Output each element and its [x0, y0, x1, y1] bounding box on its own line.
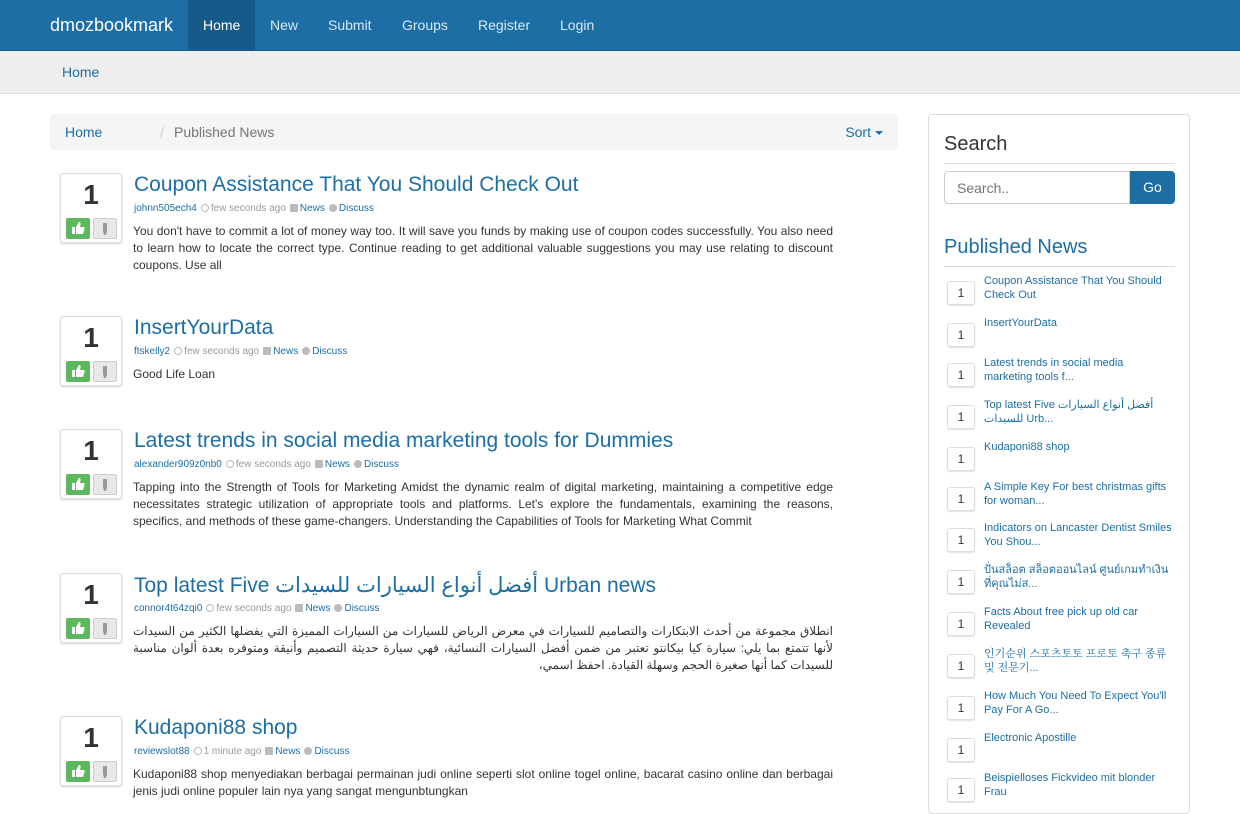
clock-icon — [206, 604, 214, 612]
divider — [944, 266, 1175, 267]
vote-count: 1 — [83, 435, 99, 466]
post-body: Kudaponi88 shop menyediakan berbagai permainan judi online seperti slot online togel online, bacarat casino online dan berbagai jenis judi online populer lain nya yang sangat mengunbtungkan — [133, 767, 833, 798]
vote-count: 1 — [83, 579, 99, 610]
thumbs-down-icon — [99, 765, 111, 779]
news-count-badge: 1 — [947, 528, 975, 552]
search-input[interactable] — [944, 171, 1130, 204]
post-category-link[interactable]: News — [299, 203, 325, 214]
strip-home-link[interactable]: Home — [62, 64, 100, 80]
news-count-badge: 1 — [947, 738, 975, 762]
post-body: Good Life Loan — [133, 367, 216, 381]
post-meta — [134, 746, 349, 757]
post-title-link[interactable]: Latest trends in social media marketing tools for Dummies — [134, 429, 674, 452]
post-title-link[interactable]: Top latest Five أفضل أنواع السيارات للسيدات Urban news — [134, 574, 657, 597]
post-category-link[interactable]: News — [273, 346, 299, 357]
news-count-badge: 1 — [947, 612, 975, 636]
sidebar-news-link[interactable]: How Much You Need To Expect You'll Pay For A Go... — [984, 690, 1167, 716]
vote-count: 1 — [83, 322, 99, 353]
sidebar-news-link[interactable]: Facts About free pick up old car Revealed — [984, 606, 1139, 632]
thumbs-up-icon — [71, 621, 85, 635]
sidebar-news-link[interactable]: Coupon Assistance That You Should Check Out — [984, 275, 1162, 301]
news-count-badge: 1 — [947, 323, 975, 347]
sidebar-news-link[interactable]: A Simple Key For best christmas gifts for woman... — [984, 481, 1167, 507]
news-count-badge: 1 — [947, 778, 975, 802]
comment-icon — [334, 604, 342, 612]
vote-box — [60, 316, 122, 386]
post-body: You don't have to commit a lot of money way too. It will save you funds by making use of coupon codes successfully. You also need to learn how to locate the correct type. Continue reading to get additional valuable suggestions you may use relating to discount coupons. Use all — [133, 224, 833, 272]
sort-label: Sort — [845, 124, 871, 140]
comment-icon — [304, 747, 312, 755]
thumbs-up-button[interactable] — [66, 474, 90, 495]
breadcrumb-separator: / — [160, 124, 164, 140]
thumbs-up-icon — [71, 221, 85, 235]
search-heading: Search — [944, 133, 1008, 155]
header-strip — [0, 51, 1240, 94]
thumbs-up-button[interactable] — [66, 761, 90, 782]
post-title-link[interactable]: Coupon Assistance That You Should Check Out — [134, 173, 579, 196]
sidebar — [928, 114, 1190, 814]
post-discuss-link[interactable]: Discuss — [314, 746, 350, 757]
thumbs-down-icon — [99, 365, 111, 379]
post-body: انطلاق مجموعة من أحدث الابتكارات والتصاميم للسيارات في معرض الرياض للسيارات من السيارات المميزة التي يفضلها الكثير من السيدات لأنها تتمتع بما يلي: سيارة كيا بيكانتو تعتبر من ضمن أفضل السيارات النسائية، فهي سيارة حديثة التصميم وأنيقة ومتوفره بعدة ألوان مناسبة للسيدات كما أنها صغيرة الحجم وسهلة القيادة. احفظ اسمي، — [133, 624, 833, 672]
news-count-badge: 1 — [947, 405, 975, 429]
vote-count: 1 — [83, 722, 99, 753]
sidebar-news-link[interactable]: Indicators on Lancaster Dentist Smiles You Shou... — [984, 522, 1172, 548]
clock-icon — [194, 747, 202, 755]
post-category-link[interactable]: News — [275, 746, 301, 757]
post-time: 1 minute ago — [203, 746, 262, 757]
post-author-link[interactable]: reviewslot88 — [134, 746, 190, 757]
post-time: few seconds ago — [210, 203, 286, 214]
sidebar-news-link[interactable]: Kudaponi88 shop — [984, 441, 1070, 453]
divider — [944, 163, 1175, 164]
folder-icon — [290, 204, 298, 212]
post-author-link[interactable]: ftskelly2 — [134, 346, 171, 357]
thumbs-down-icon — [99, 478, 111, 492]
clock-icon — [174, 347, 182, 355]
brand-logo[interactable]: dmozbookmark — [50, 15, 174, 35]
nav-login[interactable]: Login — [560, 17, 595, 33]
published-news-heading[interactable]: Published News — [944, 236, 1088, 258]
thumbs-down-icon — [99, 222, 111, 236]
post-discuss-link[interactable]: Discuss — [344, 603, 380, 614]
post-title-link[interactable]: Kudaponi88 shop — [134, 716, 298, 739]
sidebar-news-link[interactable]: Top latest Five أفضل أنواع السيارات للسيدات Urb... — [984, 399, 1154, 425]
nav-register[interactable]: Register — [478, 17, 531, 33]
thumbs-up-icon — [71, 764, 85, 778]
nav-groups[interactable]: Groups — [402, 17, 448, 33]
vote-box — [60, 429, 122, 499]
caret-down-icon — [875, 131, 883, 135]
comment-icon — [329, 204, 337, 212]
news-count-badge: 1 — [947, 487, 975, 511]
news-count-badge: 1 — [947, 363, 975, 387]
sidebar-news-link[interactable]: Electronic Apostille — [984, 732, 1077, 744]
thumbs-down-button[interactable] — [93, 618, 117, 639]
breadcrumb — [50, 114, 898, 150]
news-count-badge: 1 — [947, 447, 975, 471]
comment-icon — [302, 347, 310, 355]
news-count-badge: 1 — [947, 654, 975, 678]
post-time: few seconds ago — [216, 603, 292, 614]
top-navbar — [0, 0, 1240, 51]
sort-dropdown[interactable] — [845, 124, 883, 140]
post-category-link[interactable]: News — [324, 459, 350, 470]
clock-icon — [201, 204, 209, 212]
thumbs-up-button[interactable] — [66, 618, 90, 639]
search-go-button[interactable]: Go — [1130, 171, 1175, 204]
thumbs-down-button[interactable] — [93, 361, 117, 382]
comment-icon — [354, 460, 362, 468]
folder-icon — [295, 604, 303, 612]
post-discuss-link[interactable]: Discuss — [363, 459, 399, 470]
post-time: few seconds ago — [235, 459, 311, 470]
post-discuss-link[interactable]: Discuss — [312, 346, 348, 357]
sidebar-news-link[interactable]: ปั่นสล็อต สล็อตออนไลน์ ศูนย์เกมทำเงินที่คุณไม่ส... — [984, 564, 1169, 590]
thumbs-up-icon — [71, 364, 85, 378]
post-time: few seconds ago — [184, 346, 260, 357]
nav-home[interactable]: Home — [188, 0, 255, 50]
news-count-badge: 1 — [947, 696, 975, 720]
vote-box — [60, 573, 122, 643]
news-count-badge: 1 — [947, 570, 975, 594]
post-author-link[interactable]: johnn505ech4 — [134, 203, 197, 214]
thumbs-up-button[interactable] — [66, 218, 90, 239]
folder-icon — [263, 347, 271, 355]
thumbs-down-button[interactable] — [93, 218, 117, 239]
vote-box — [60, 173, 122, 243]
breadcrumb-current: Published News — [174, 124, 275, 140]
post-title-link[interactable]: InsertYourData — [134, 316, 274, 339]
post-meta — [134, 203, 374, 214]
thumbs-up-icon — [71, 477, 85, 491]
sidebar-news-link[interactable]: Latest trends in social media marketing tools f... — [984, 357, 1124, 383]
post-body: Tapping into the Strength of Tools for Marketing Amidst the dynamic realm of digital marketing, maintaining a competitive edge necessitates strategic utilization of appropriate tools and platforms. Let's explore the fundamentals, examining the reasons, specifics, and methods of these game-changers. Understanding the Capabilities of Tools for Marketing What Commit — [133, 480, 833, 528]
nav-submit[interactable]: Submit — [328, 17, 372, 33]
post-meta — [134, 459, 399, 470]
thumbs-down-button[interactable] — [93, 761, 117, 782]
post-category-link[interactable]: News — [305, 603, 331, 614]
vote-box — [60, 716, 122, 786]
post-meta — [134, 603, 379, 614]
sidebar-news-link[interactable]: 인기순위 스포츠토토 프로토 축구 종류 및 전문기... — [984, 648, 1167, 674]
post-discuss-link[interactable]: Discuss — [338, 203, 374, 214]
nav-new[interactable]: New — [270, 17, 299, 33]
thumbs-down-icon — [99, 622, 111, 636]
news-count-badge: 1 — [947, 281, 975, 305]
folder-icon — [315, 460, 323, 468]
clock-icon — [226, 460, 234, 468]
vote-count: 1 — [83, 179, 99, 210]
thumbs-down-button[interactable] — [93, 474, 117, 495]
sidebar-news-link[interactable]: InsertYourData — [984, 317, 1057, 329]
folder-icon — [265, 747, 273, 755]
post-author-link[interactable]: alexander909z0nb0 — [134, 459, 222, 470]
breadcrumb-home-link[interactable]: Home — [65, 124, 103, 140]
post-meta — [134, 346, 347, 357]
thumbs-up-button[interactable] — [66, 361, 90, 382]
sidebar-news-link[interactable]: Beispielloses Fickvideo mit blonder Frau — [984, 772, 1156, 798]
post-author-link[interactable]: connor4t64zqi0 — [134, 603, 203, 614]
